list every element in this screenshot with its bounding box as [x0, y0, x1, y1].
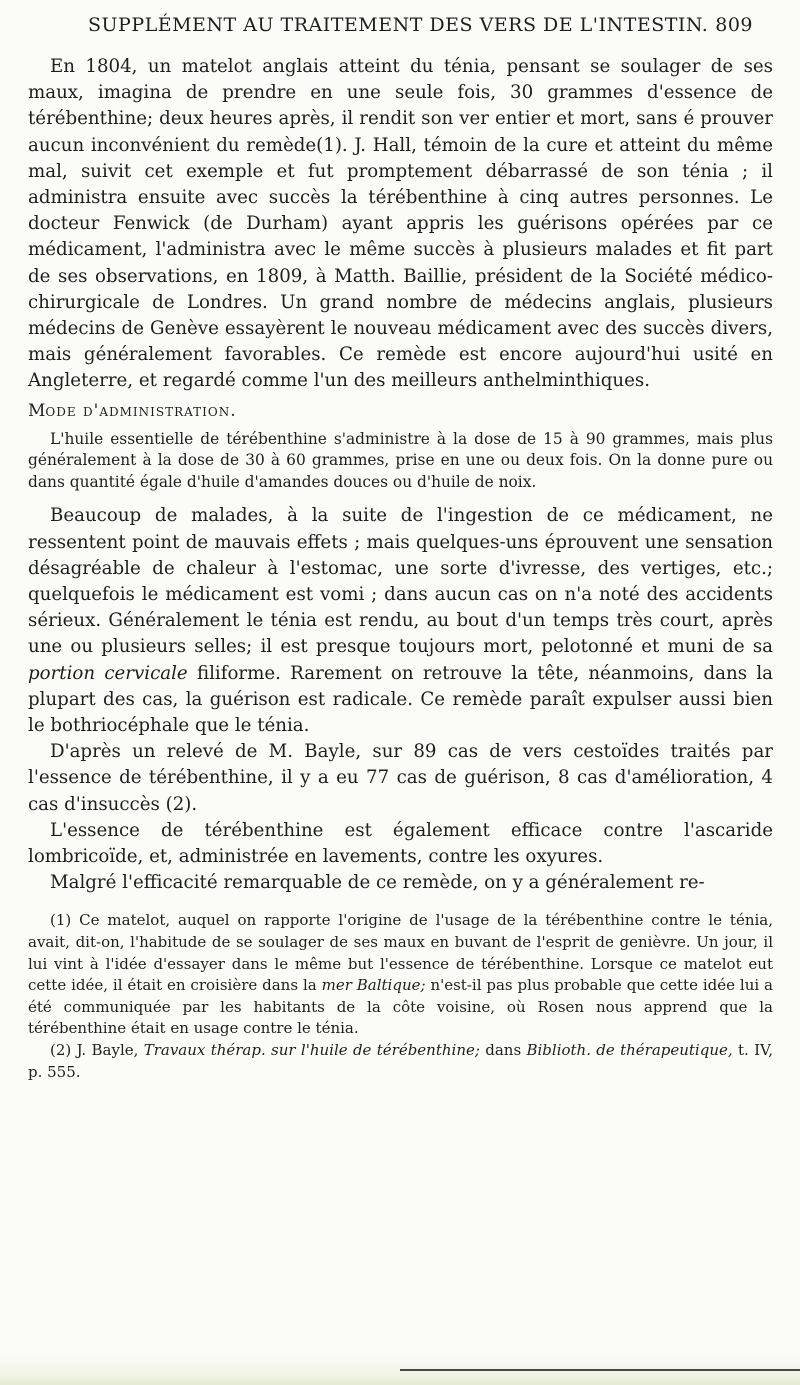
footnote-2-italic-title: Travaux thérap. sur l'huile de térébenthine;	[143, 1041, 480, 1060]
page-number: 809	[715, 14, 753, 36]
effects-text-b: filiforme. Rarement on retrouve la tête, néanmoins, dans la plupart des cas, la guérison est radicale. Ce remède paraît expulser aussi bien le bothriocéphale que le ténia.	[28, 662, 774, 737]
paragraph-continuation: Malgré l'efficacité remarquable de ce remède, on y a généralement re-	[50, 872, 705, 894]
paragraph-bayle-stats: D'après un relevé de M. Bayle, sur 89 cas de vers cestoïdes traités par l'essence de térébenthine, il y a eu 77 cas de guérison, 8 cas d'amélioration, 4 cas d'insuccès (2).	[28, 741, 773, 815]
running-header	[28, 14, 773, 48]
document-page	[28, 14, 773, 1083]
footnote-2-text-mid: dans	[479, 1041, 527, 1060]
footnote-2-text-b: t. IV, p. 555.	[28, 1041, 773, 1081]
section-heading	[28, 401, 773, 421]
paragraph-administration: L'huile essentielle de térébenthine s'administre à la dose de 15 à 90 grammes, mais plus généralement à la dose de 30 à 60 grammes, prise en une ou deux fois. On la donne pure ou dans quantité égale d'huile d'amandes douces ou d'huile de noix.	[28, 429, 773, 491]
footnote-2-text-a: (2) J. Bayle,	[50, 1041, 144, 1060]
effects-italic-term: portion cervicale	[28, 662, 188, 684]
scan-rule-line	[400, 1369, 800, 1371]
footnote-1-italic: mer Baltique;	[321, 976, 426, 995]
header-title: SUPPLÉMENT AU TRAITEMENT DES VERS DE L'INTESTIN.	[88, 14, 709, 36]
footnote-1-text-b: n'est-il pas plus probable que cette idée lui a été communiquée par les habitants de la côte voisine, où Rosen nous apprend que la térébenthine était en usage contre le ténia.	[28, 976, 774, 1038]
footnote-1	[28, 910, 773, 1040]
footnote-2	[28, 1040, 773, 1083]
footnote-2-italic-source: Biblioth. de thérapeutique,	[526, 1041, 733, 1060]
section-heading-rest: ode d'administration.	[45, 400, 237, 421]
footnotes	[28, 910, 773, 1083]
effects-text-a: Beaucoup de malades, à la suite de l'ingestion de ce médicament, ne ressentent point de mauvais effets ; mais quelques-uns éprouvent une sensation désagréable de chaleur à l'estomac, une sorte d'ivresse, des vertiges, etc.; quelquefois le médicament est vomi ; dans aucun cas on n'a noté des accidents sérieux. Généralement le ténia est rendu, au bout d'un temps très court, après une ou plusieurs selles; il est presque toujours mort, pelotonné et muni de sa	[28, 505, 773, 658]
paragraph-history: En 1804, un matelot anglais atteint du ténia, pensant se soulager de ses maux, imagina de prendre en une seule fois, 30 grammes d'essence de térébenthine; deux heures après, il rendit son ver entier et mort, sans é prouver aucun inconvénient du remède(1). J. Hall, témoin de la cure et atteint du même mal, suivit cet exemple et fut promptement débarrassé de son ténia ; il administra ensuite avec succès la térébenthine à cinq autres personnes. Le docteur Fenwick (de Durham) ayant appris les guérisons opérées par ce médicament, l'administra avec le même succès à plusieurs malades et fit part de ses observations, en 1809, à Matth. Baillie, président de la Société médico-chirurgicale de Londres. Un grand nombre de médecins anglais, plusieurs médecins de Genève essayèrent le nouveau médicament avec des succès divers, mais généralement favorables. Ce remède est encore aujourd'hui usité en Angleterre, et regardé comme l'un des meilleurs anthelminthiques.	[28, 56, 773, 392]
paragraph-ascaride: L'essence de térébenthine est également efficace contre l'ascaride lombricoïde, et, administrée en lavements, contre les oxyures.	[28, 819, 773, 868]
paragraph-effects	[28, 503, 773, 739]
section-heading-initial: M	[28, 400, 46, 421]
footnote-1-text-a: (1) Ce matelot, auquel on rapporte l'origine de l'usage de la térébenthine contre le ténia, avait, dit-on, l'habitude de se soulager de ses maux en buvant de l'esprit de genièvre. Un jour, il lui vint à l'idée d'essayer dans le même but l'essence de térébenthine. Lorsque ce matelot eut cette idée, il était en croisière dans la	[28, 911, 773, 995]
